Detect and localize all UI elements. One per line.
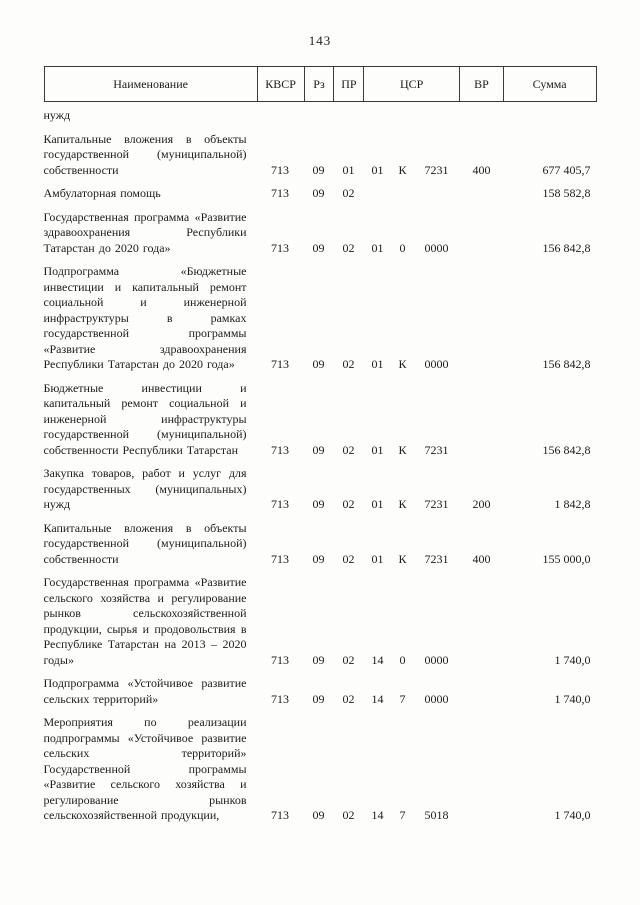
row-csr-part1: 01 [371,551,384,566]
row-csr-part2: К [398,497,407,511]
table-row [44,108,597,124]
row-name: Подпрограмма «Устойчивое развитие сельских территорий» [43,676,247,706]
row-csr-part3: 7231 [424,551,449,566]
row-csr-group [364,692,460,708]
row-pr: 02 [342,442,355,457]
row-name: Закупка товаров, работ и услуг для государственных (муниципальных) нужд [43,466,247,511]
row-name: Капитальные вложения в объекты государственной (муниципальной) собственности [43,131,247,177]
table-row [44,381,597,459]
row-kvsr: 713 [271,652,289,667]
row-csr-part3: 0000 [424,691,449,706]
header-summa: Сумма [503,67,596,101]
row-pr: 02 [342,186,355,200]
row-csr-group [364,443,460,459]
table-row [44,210,597,257]
table-row [44,264,597,373]
row-rz: 09 [312,162,325,177]
row-summa: 156 842,8 [542,357,591,371]
row-csr-part2: 7 [399,808,406,822]
row-kvsr: 713 [271,240,289,255]
row-name: Подпрограмма «Бюджетные инвестиции и капитальный ремонт социальной и инженерной инфраструктуры в рамках государственной программы «Развитие здравоохранения Республики Татарстан до 2020 года» [43,264,247,371]
header-kvsr: КВСР [257,67,304,101]
table-row [44,676,597,707]
table-row [44,132,597,179]
row-csr-part2: К [398,551,407,566]
row-csr-group [364,552,460,568]
row-rz: 09 [312,442,325,457]
row-csr-part3: 0000 [424,240,449,255]
row-csr-part2: 7 [399,691,406,706]
row-name: Амбулаторная помощь [43,186,161,200]
row-csr-group [364,653,460,669]
row-rz: 09 [312,497,325,511]
row-csr-part1: 14 [371,808,384,822]
row-csr-part3: 0000 [424,357,449,371]
row-csr-part3: 7231 [424,442,449,457]
row-pr: 02 [342,240,355,255]
table-row [44,466,597,513]
row-name: Мероприятия по реализации подпрограммы «Устойчивое развитие сельских территорий» Государственной программы «Развитие сельского хозяйства и регулирование рынков сельскохозяйственной продукции, [43,715,247,822]
row-name: нужд [43,108,71,122]
row-name: Капитальные вложения в объекты государственной (муниципальной) собственности [43,520,247,566]
row-csr-part1: 01 [371,357,384,371]
row-rz: 09 [312,808,325,822]
page-number: 143 [308,33,332,48]
row-csr-part3: 0000 [424,652,449,667]
row-csr-group [364,808,460,824]
row-vr: 400 [472,551,491,566]
row-csr-part3: 7231 [424,497,449,511]
row-rz: 09 [312,652,325,667]
header-rz: Рз [304,67,334,101]
header-name: Наименование [113,76,188,91]
row-summa: 156 842,8 [542,442,591,457]
row-csr-group [364,357,460,373]
row-csr-part1: 01 [371,162,384,177]
row-csr-part3: 5018 [424,808,449,822]
row-summa: 677 405,7 [542,162,591,177]
row-kvsr: 713 [271,186,289,200]
row-name: Государственная программа «Развитие здравоохранения Республики Татарстан до 2020 года» [43,209,247,255]
row-pr: 02 [342,691,355,706]
row-csr-part1: 01 [371,497,384,511]
row-csr-part2: К [398,357,407,371]
row-kvsr: 713 [271,551,289,566]
table-row [44,715,597,824]
row-rz: 09 [312,357,325,371]
budget-table [44,66,597,824]
row-pr: 02 [342,652,355,667]
row-summa: 158 582,8 [542,186,591,200]
table-row [44,575,597,668]
row-csr-part1: 14 [371,652,384,667]
row-kvsr: 713 [271,808,289,822]
row-vr: 200 [472,497,491,511]
row-summa: 156 842,8 [542,240,591,255]
header-vr: ВР [459,67,503,101]
row-kvsr: 713 [271,691,289,706]
row-csr-part1: 01 [371,442,384,457]
header-pr: ПР [333,67,363,101]
header-csr: ЦСР [363,67,459,101]
row-csr-part2: К [398,162,407,177]
row-csr-part2: 0 [399,240,406,255]
row-kvsr: 713 [271,162,289,177]
table-row [44,521,597,568]
row-rz: 09 [312,240,325,255]
row-kvsr: 713 [271,497,289,511]
table-header-row [44,66,597,102]
row-kvsr: 713 [271,357,289,371]
row-pr: 02 [342,551,355,566]
row-csr-part1: 01 [371,240,384,255]
row-summa: 1 740,0 [554,652,591,667]
row-csr-part3: 7231 [424,162,449,177]
row-csr-group [364,163,460,179]
row-name: Государственная программа «Развитие сельского хозяйства и регулирование рынков сельскохозяйственной продукции, сырья и продовольствия в Республике Татарстан на 2013 – 2020 годы» [43,575,247,667]
row-summa: 1 740,0 [554,691,591,706]
table-body [44,108,597,824]
row-rz: 09 [312,551,325,566]
row-pr: 02 [342,357,355,371]
row-summa: 1 740,0 [554,808,591,822]
row-csr-part2: 0 [399,652,406,667]
row-pr: 01 [342,162,355,177]
row-vr: 400 [472,162,491,177]
row-summa: 155 000,0 [542,551,591,566]
row-summa: 1 842,8 [554,497,591,511]
row-rz: 09 [312,691,325,706]
row-csr-group [364,497,460,513]
row-csr-part1: 14 [371,691,384,706]
row-csr-part2: К [398,442,407,457]
row-rz: 09 [312,186,325,200]
row-csr-group [364,241,460,257]
row-kvsr: 713 [271,442,289,457]
row-pr: 02 [342,497,355,511]
row-pr: 02 [342,808,355,822]
row-name: Бюджетные инвестиции и капитальный ремонт социальной и инженерной инфраструктуры государственной (муниципальной) собственности Республики Татарстан [43,380,247,457]
table-row [44,186,597,202]
